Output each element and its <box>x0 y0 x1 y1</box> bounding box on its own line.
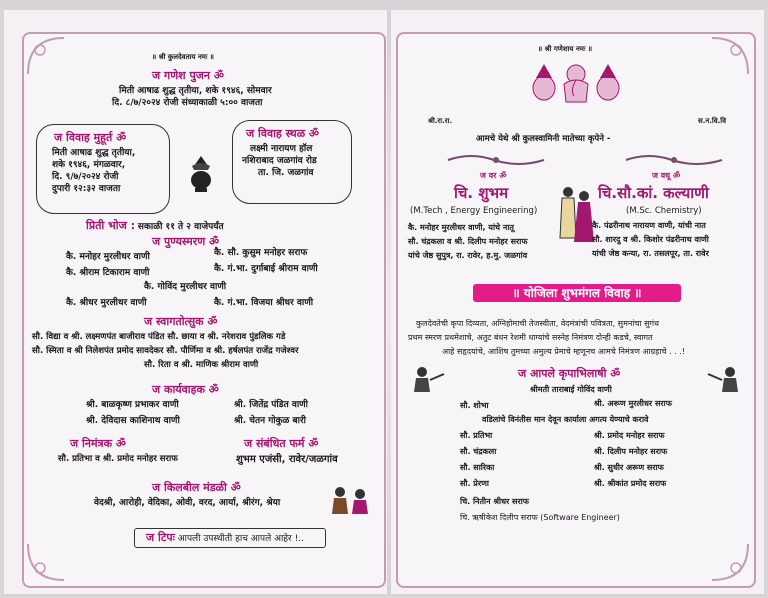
karyavahak-title: ज कार्यवाहक ॐ <box>152 383 219 396</box>
muhurt-title: ज विवाह मुहूर्त ॐ <box>54 131 127 144</box>
punya-item: कै. गोविंद मुरलीधर वाणी <box>144 282 227 292</box>
children-illustration-icon <box>328 484 372 518</box>
shubhmangal-banner: ॥ योजिला शुभमंगल विवाह ॥ <box>473 284 681 302</box>
karya-item: श्री. देविदास काशिनाथ वाणी <box>86 416 180 426</box>
krupabhilashi-title: ज आपले कृपाभिलाषी ॐ <box>518 367 621 380</box>
krupa-last2: चि. ऋषीकेश दिलीप सराफ (Software Engineer) <box>460 513 620 522</box>
var-line3: यांचे जेष्ठ सुपुत्र, रा. रावेर, ह.मु. जळगांव <box>408 251 528 260</box>
krupa-pair-right: श्री. सुधीर अरूण सराफ <box>594 463 664 472</box>
karya-item: श्री. चेतन गोकुळ बारी <box>234 416 306 426</box>
left-invocation: ॥ श्री कुलदेवताय नमः ॥ <box>152 53 214 61</box>
left-page <box>22 32 386 588</box>
krupa-pair-left: सौ. प्रेरणा <box>460 479 489 488</box>
vadhu-line2: सौ. शारदु व श्री. किशोर पंढरीनाथ वाणी <box>592 235 709 244</box>
krupa-pair-right: श्री. प्रमोद मनोहर सराफ <box>594 431 665 440</box>
kalash-icon <box>186 154 216 194</box>
krupa-pair-right: श्री. श्रीकांत प्रमोद सराफ <box>594 479 667 488</box>
nimantrak-text: सौ. प्रतिभा व श्री. प्रमोद मनोहर सराफ <box>58 454 178 464</box>
kilbil-text: वेदश्री, आरोही, वेदिका, ओवी, वरद, आर्या, श्रीरंग, श्रेया <box>94 498 281 508</box>
musician-right-icon <box>706 364 740 394</box>
para-line3: आहे सहृदयांचे, आशिष तुमच्या अमुल्य प्रेमाचे म्हणूनच आमचे निमंत्रण आग्रहाचे . . .! <box>442 347 685 356</box>
sthal-title: ज विवाह स्थळ ॐ <box>246 127 319 140</box>
punya-item: कै. श्रीराम टिकाराम वाणी <box>66 268 150 278</box>
krupa-top: श्रीमती ताराबाई गोविंद वाणी <box>530 385 612 394</box>
swagat-line2: सौ. स्मिता व श्री निलेशपंत प्रमोद सावदेकर सौ. पौर्णिमा व श्री. हर्षलपंत राजेंद्र गजेश्वर <box>32 346 299 356</box>
krupa-pair-right: श्री. दिलीप मनोहर सराफ <box>594 447 668 456</box>
punya-item: कै. सौ. कुसुम मनोहर सराफ <box>214 248 308 258</box>
krupa-row1-left: सौ. शोभा <box>460 401 489 410</box>
ganesh-kalash-icon <box>526 56 626 106</box>
swagat-title: ज स्वागतोत्सुक ॐ <box>144 315 218 328</box>
var-label: ज वर ॐ <box>480 171 507 180</box>
krupa-pair-left: सौ. सारिका <box>460 463 495 472</box>
var-line2: सौ. चंद्रकला व श्री. दिलीप मनोहर सराफ <box>408 237 528 246</box>
couple-illustration-icon <box>556 182 596 252</box>
var-name: चि. शुभम <box>454 184 509 202</box>
vadhu-line3: यांची जेष्ठ कन्या, रा. तसलपूर, ता. रावेर <box>592 249 709 258</box>
punya-item: कै. श्रीधर मुरलीधर वाणी <box>66 298 147 308</box>
karya-item: श्री. बाळकृष्ण प्रभाकर वाणी <box>86 400 179 410</box>
punya-item: कै. मनोहर मुरलीधर वाणी <box>66 252 150 262</box>
snvivi: स.न.वि.वि <box>698 117 727 125</box>
corner-floral-icon <box>26 542 66 582</box>
ganesh-pujan-line2: दि. ८/७/२०२४ रोजी संध्याकाळी ५:०० वाजता <box>112 98 263 108</box>
corner-floral-icon <box>710 542 750 582</box>
muhurt-line1: मिती आषाढ शुद्ध तृतीया, <box>52 148 136 158</box>
krupa-last1: चि. नितीन श्रीधर सराफ <box>460 497 529 506</box>
karya-item: श्री. जितेंद्र पंडित वाणी <box>234 400 309 410</box>
vadhu-name: चि.सौ.कां. कल्याणी <box>598 184 709 202</box>
krupa-row1-right: श्री. अरूण मुरलीधर सराफ <box>594 399 672 408</box>
swagat-line1: सौ. विद्या व श्री. लक्ष्मणपंत बाजीराव पंडित सौ. छाया व श्री. नरेशराव पुंडलिक गडे <box>32 332 286 342</box>
bhojan-row: प्रिती भोज : सकाळी ११ ते २ वाजेपर्यंत <box>86 219 224 232</box>
right-page <box>396 32 756 588</box>
vadhu-degree: (M.Sc. Chemistry) <box>626 206 702 216</box>
ganesh-pujan-line1: मिती आषाढ शुद्ध तृतीया, शके १९४६, सोमवार <box>119 86 272 96</box>
vadhu-ornament-icon <box>624 152 724 168</box>
center-fold <box>387 10 391 594</box>
swagat-line3: सौ. रिता व श्री. माणिक श्रीराम वाणी <box>144 360 259 370</box>
sanbandhit-title: ज संबंधित फर्म ॐ <box>244 437 319 450</box>
para-line1: कुलदेवतेची कृपा दिव्यता, अग्निहोमाची तेजस्वीता, वेदमंत्रांची पवित्रता, सुमनांचा सुगंध <box>416 319 659 328</box>
var-line1: कै. मनोहर मुरलीधर वाणी, यांचे नातू <box>408 223 514 232</box>
var-ornament-icon <box>446 152 546 168</box>
krupa-vinanti: वडिलांचे विनंतीस मान देवून कार्याला अगत्य येण्याचे करावे <box>482 415 649 424</box>
punyasmaran-title: ज पुण्यस्मरण ॐ <box>152 235 220 248</box>
vadhu-label: ज वधू ॐ <box>652 171 681 180</box>
para-line2: प्रथम स्मरण प्रथमेशाचे, अतुट बंधन रेशमी धाग्यांचे सस्नेह निमंत्रण दोन्ही कडचे, स्वागत <box>408 333 653 342</box>
right-invocation: ॥ श्री गणेशाय नमः ॥ <box>538 45 593 53</box>
nimantrak-title: ज निमंत्रक ॐ <box>70 437 126 450</box>
muhurt-line2: शके १९४६, मंगळवार, <box>52 160 126 170</box>
punya-item: कै. गं.भा. विजया श्रीधर वाणी <box>214 298 314 308</box>
sthal-line3: ता. जि. जळगांव <box>258 168 314 178</box>
var-degree: (M.Tech , Energy Engineering) <box>410 206 538 216</box>
kilbil-title: ज किलबील मंडळी ॐ <box>152 481 241 494</box>
invitation-card <box>4 10 764 594</box>
muhurt-line3: दि. ९/७/२०२४ रोजी <box>52 172 119 182</box>
sanbandhit-text: शुभम एजंसी, रावेर/जळगांव <box>236 454 338 465</box>
muhurt-line4: दुपारी १२:३२ वाजता <box>52 184 121 194</box>
musician-left-icon <box>412 364 446 394</box>
intro-line: आमचे येथे श्री कुलस्वामिनी मातेच्या कृपेने - <box>476 134 611 144</box>
corner-floral-icon <box>26 36 66 76</box>
shri-rara: श्री.रा.रा. <box>428 117 453 125</box>
punya-item: कै. गं.भा. दुर्गाबाई श्रीराम वाणी <box>214 264 318 274</box>
sthal-line1: लक्ष्मी नारायण हॉल <box>250 144 313 154</box>
sthal-line2: नशिराबाद जळगांव रोड <box>242 156 317 166</box>
corner-floral-icon <box>710 36 750 76</box>
vadhu-line1: कै. पंढरीनाथ नारायण वाणी, यांची नात <box>592 221 706 230</box>
krupa-pair-left: सौ. चंद्रकला <box>460 447 497 456</box>
krupa-pair-left: सौ. प्रतिभा <box>460 431 493 440</box>
ganesh-pujan-title: ज गणेश पुजन ॐ <box>152 69 224 82</box>
tip-row: ज टिपः आपली उपस्थीती हाच आपले आहेर !.. <box>146 531 304 544</box>
